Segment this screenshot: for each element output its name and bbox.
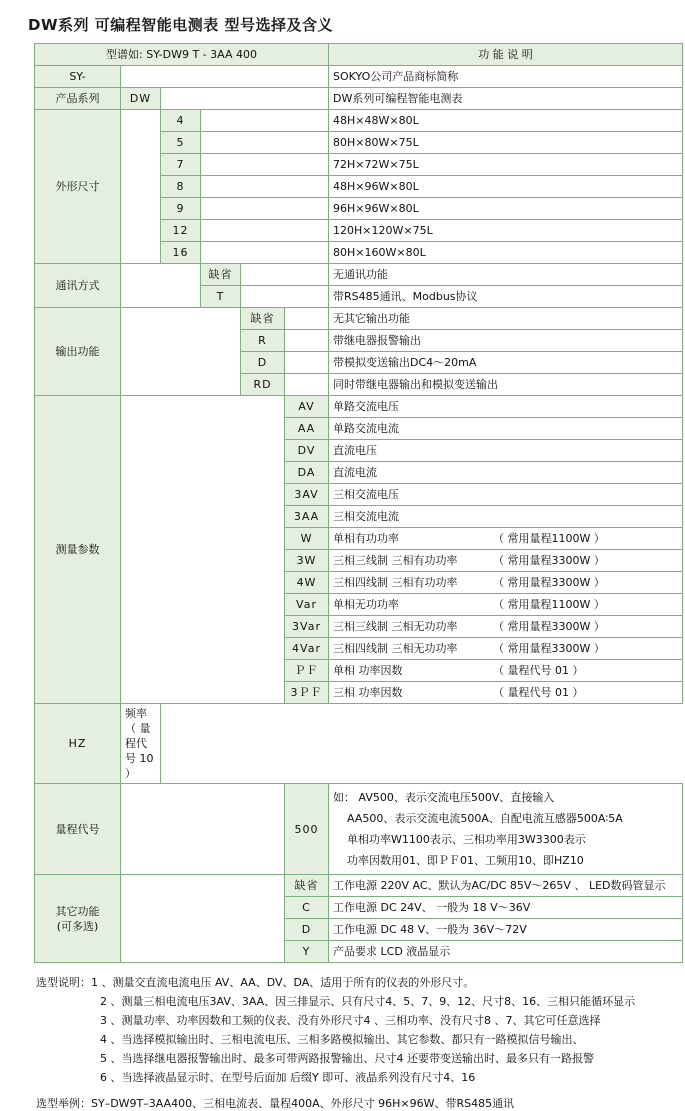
row-code-output-rd: RD: [241, 374, 285, 396]
measure-note-text: （ 常用量程1100W ）: [493, 532, 605, 545]
row-label-other: [35, 875, 121, 963]
row-code-dim-12: 12: [161, 220, 201, 242]
row-code-range: 500: [285, 784, 329, 875]
measure-note-text: （ 常用量程3300W ）: [493, 576, 605, 589]
row-desc-4var: [329, 638, 683, 660]
row-code-output-r: R: [241, 330, 285, 352]
row-code-blank: [285, 374, 329, 396]
table-row: [35, 66, 683, 88]
model-selection-table: [34, 43, 683, 963]
table-row: [35, 308, 683, 330]
notes-row-1: [36, 973, 667, 992]
example-lead: 选型举例：: [36, 1097, 91, 1110]
row-code-blank: [285, 352, 329, 374]
row-desc-dv: [329, 440, 683, 462]
row-desc-dim-12: 120H×120W×75L: [329, 220, 683, 242]
table-row: [35, 88, 683, 110]
row-code-4w: 4W: [285, 572, 329, 594]
row-code-dim-9: 9: [161, 198, 201, 220]
row-desc-range: [329, 784, 683, 875]
row-desc-aa: [329, 418, 683, 440]
notes-lead: 选型说明：: [36, 976, 91, 989]
row-code-blank: [285, 330, 329, 352]
measure-note-text: [377, 444, 447, 457]
range-blank-1: [121, 784, 285, 875]
row-desc-av: [329, 396, 683, 418]
row-desc-hz: [121, 704, 161, 784]
row-code-blank: [201, 242, 329, 264]
table-header-row: [35, 44, 683, 66]
notes-row-3: [36, 1011, 667, 1030]
page-title: DW系列 可编程智能电测表 型号选择及含义: [28, 16, 333, 34]
row-code-da: DA: [285, 462, 329, 484]
row-label-series: 产品系列: [35, 88, 121, 110]
row-code-blank: [201, 198, 329, 220]
row-desc-output-rd: 同时带继电器输出和模拟变送输出: [329, 374, 683, 396]
other-label-line1: 其它功能: [55, 904, 100, 918]
header-function-desc: 功 能 说 明: [329, 44, 683, 66]
row-desc-3pf: [329, 682, 683, 704]
row-desc-dim-4: 48H×48W×80L: [329, 110, 683, 132]
row-code-output-default: 缺省: [241, 308, 285, 330]
row-code-3aa: 3AA: [285, 506, 329, 528]
notes-row-6: [36, 1068, 667, 1087]
row-desc-4w: [329, 572, 683, 594]
row-desc-3av: [329, 484, 683, 506]
row-code-av: AV: [285, 396, 329, 418]
row-desc-dim-9: 96H×96W×80L: [329, 198, 683, 220]
measure-desc-text: 单路交流电压: [333, 400, 400, 413]
selection-notes: [36, 973, 667, 1087]
row-code-var: Var: [285, 594, 329, 616]
measure-note-text: （ 量程代号 01 ）: [493, 686, 584, 699]
row-label-output: 输出功能: [35, 308, 121, 396]
row-code-hz: HZ: [35, 704, 121, 784]
other-label-line2: (可多选): [56, 919, 99, 933]
row-code-blank: [161, 88, 329, 110]
measure-desc-text: 频率: [125, 707, 147, 720]
measure-desc-text: 单相无功功率: [333, 598, 400, 611]
row-desc-w: [329, 528, 683, 550]
row-code-other-default: 缺省: [285, 875, 329, 897]
range-line: 功率因数用01、即ＰＦ01、工频用10、即HZ10: [347, 854, 584, 867]
measure-desc-text: 三相四线制 三相有功功率: [333, 576, 458, 589]
measure-note-text: [377, 466, 447, 479]
dimensions-blank-1: [121, 110, 161, 264]
note-item: 6 、当选择液晶显示时、在型号后面加 后缀Y 即可、液晶系列没有尺寸4、16: [100, 1071, 476, 1084]
row-desc-other-d: 工作电源 DC 48 V、一般为 36V～72V: [329, 919, 683, 941]
row-code-blank: [201, 110, 329, 132]
row-code-blank: [285, 308, 329, 330]
measure-note-text: （ 常用量程1100W ）: [493, 598, 605, 611]
measure-desc-text: 三相三线制 三相无功功率: [333, 620, 458, 633]
row-label-dimensions: 外形尺寸: [35, 110, 121, 264]
comm-blank-1: [121, 264, 201, 308]
measure-note-text: （ 常用量程3300W ）: [493, 620, 605, 633]
range-line: AA500、表示交流电流500A、自配电流互感器500A∶5A: [347, 812, 623, 825]
other-blank-1: [121, 875, 285, 963]
row-desc-3w: [329, 550, 683, 572]
row-desc-output-default: 无其它输出功能: [329, 308, 683, 330]
range-line: 单相功率W1100表示、三相功率用3W3300表示: [347, 833, 586, 846]
row-desc-output-r: 带继电器报警输出: [329, 330, 683, 352]
row-code-pf: ＰＦ: [285, 660, 329, 682]
row-label-range: 量程代号: [35, 784, 121, 875]
example-text: SY–DW9T–3AA400、三相电流表、量程400A、外形尺寸 96H×96W、带RS485通讯: [91, 1097, 515, 1110]
row-label-comm: 通讯方式: [35, 264, 121, 308]
row-code-blank: [201, 154, 329, 176]
row-code-other-c: C: [285, 897, 329, 919]
row-code-blank: [201, 132, 329, 154]
row-code-comm-default: 缺省: [201, 264, 241, 286]
row-desc-series: DW系列可编程智能电测表: [329, 88, 683, 110]
row-desc-dim-8: 48H×96W×80L: [329, 176, 683, 198]
note-item: 4 、当选择模拟输出时、三相电流电压、三相多路模拟输出、其它参数、都只有一路模拟信号输出、: [100, 1033, 584, 1046]
row-code-w: W: [285, 528, 329, 550]
notes-row-5: [36, 1049, 667, 1068]
header-model-spec: 型谱如: SY-DW9 T - 3AA 400: [35, 44, 329, 66]
row-desc-da: [329, 462, 683, 484]
row-desc-other-y: 产品要求 LCD 液晶显示: [329, 941, 683, 963]
measure-note-text: [399, 422, 469, 435]
row-desc-3aa: [329, 506, 683, 528]
row-code-dv: DV: [285, 440, 329, 462]
table-row-range: [35, 784, 683, 875]
row-code-series: DW: [121, 88, 161, 110]
row-desc-var: [329, 594, 683, 616]
row-code-3pf: 3ＰＦ: [285, 682, 329, 704]
measure-desc-text: 三相交流电压: [333, 488, 400, 501]
row-desc-pf: [329, 660, 683, 682]
measure-note-text: [399, 488, 469, 501]
row-code-3av: 3AV: [285, 484, 329, 506]
measure-desc-text: 三相 功率因数: [333, 686, 403, 699]
row-code-dim-5: 5: [161, 132, 201, 154]
measure-desc-text: 三相四线制 三相无功功率: [333, 642, 458, 655]
notes-row-2: [36, 992, 667, 1011]
row-code-blank: [201, 220, 329, 242]
row-code-3var: 3Var: [285, 616, 329, 638]
output-blank-1: [121, 308, 241, 396]
measure-desc-text: 单路交流电流: [333, 422, 400, 435]
measure-note-text: （ 常用量程3300W ）: [493, 554, 605, 567]
row-code-4var: 4Var: [285, 638, 329, 660]
measure-note-text: [399, 510, 469, 523]
row-code-dim-4: 4: [161, 110, 201, 132]
row-code-other-d: D: [285, 919, 329, 941]
row-code-blank: [241, 264, 329, 286]
table-row: [35, 704, 683, 784]
row-code-dim-7: 7: [161, 154, 201, 176]
table-row: [35, 110, 683, 132]
row-desc-other-default: 工作电源 220V AC、默认为AC/DC 85V～265V 、 LED数码管显示: [329, 875, 683, 897]
measure-note-text: [399, 400, 469, 413]
row-code-3w: 3W: [285, 550, 329, 572]
table-row: [35, 264, 683, 286]
row-desc-comm-t: 带RS485通讯、Modbus协议: [329, 286, 683, 308]
measure-note-text: （ 量程代号 10 ）: [125, 722, 154, 780]
row-code-output-d: D: [241, 352, 285, 374]
row-code-aa: AA: [285, 418, 329, 440]
table-row: [35, 396, 683, 418]
row-desc-other-c: 工作电源 DC 24V、 一般为 18 V～36V: [329, 897, 683, 919]
measure-desc-text: 三相交流电流: [333, 510, 400, 523]
row-code-other-y: Y: [285, 941, 329, 963]
measure-blank-1: [121, 396, 285, 704]
table-row: [35, 875, 683, 897]
note-item: 2 、测量三相电流电压3AV、3AA、因三排显示、只有尺寸4、5、7、9、12、尺寸8、16、三相只能循环显示: [100, 995, 636, 1008]
row-code-blank: [241, 286, 329, 308]
row-desc-comm-default: 无通讯功能: [329, 264, 683, 286]
row-code-comm-t: T: [201, 286, 241, 308]
measure-desc-text: 直流电流: [333, 466, 378, 479]
notes-row-4: [36, 1030, 667, 1049]
row-desc-3var: [329, 616, 683, 638]
row-code-dim-8: 8: [161, 176, 201, 198]
row-code-dim-16: 16: [161, 242, 201, 264]
measure-desc-text: 单相 功率因数: [333, 664, 403, 677]
row-desc-dim-16: 80H×160W×80L: [329, 242, 683, 264]
measure-desc-text: 三相三线制 三相有功功率: [333, 554, 458, 567]
row-label-brand: SY-: [35, 66, 121, 88]
measure-note-text: （ 常用量程3300W ）: [493, 642, 605, 655]
row-desc-dim-5: 80H×80W×75L: [329, 132, 683, 154]
row-desc-brand: SOKYO公司产品商标简称: [329, 66, 683, 88]
row-label-measure: 测量参数: [35, 396, 121, 704]
measure-note-text: （ 量程代号 01 ）: [493, 664, 584, 677]
note-item: 3 、测量功率、功率因数和工频的仪表、没有外形尺寸4 、三相功率、没有尺寸8 、7、其它可任意选择: [100, 1014, 601, 1027]
note-item: 5 、当选择继电器报警输出时、最多可带两路报警输出、尺寸4 还要带变送输出时、最多只有一路报警: [100, 1052, 594, 1065]
measure-desc-text: 直流电压: [333, 444, 378, 457]
selection-example: [36, 1095, 667, 1111]
row-code-blank: [121, 66, 329, 88]
row-desc-output-d: 带模拟变送输出DC4～20mA: [329, 352, 683, 374]
note-item: 1 、测量交直流电流电压 AV、AA、DV、DA、适用于所有的仪表的外形尺寸。: [91, 976, 475, 989]
row-desc-dim-7: 72H×72W×75L: [329, 154, 683, 176]
row-code-blank: [201, 176, 329, 198]
range-line: 如： AV500、表示交流电压500V、直接输入: [333, 791, 555, 804]
measure-desc-text: 单相有功功率: [333, 532, 400, 545]
